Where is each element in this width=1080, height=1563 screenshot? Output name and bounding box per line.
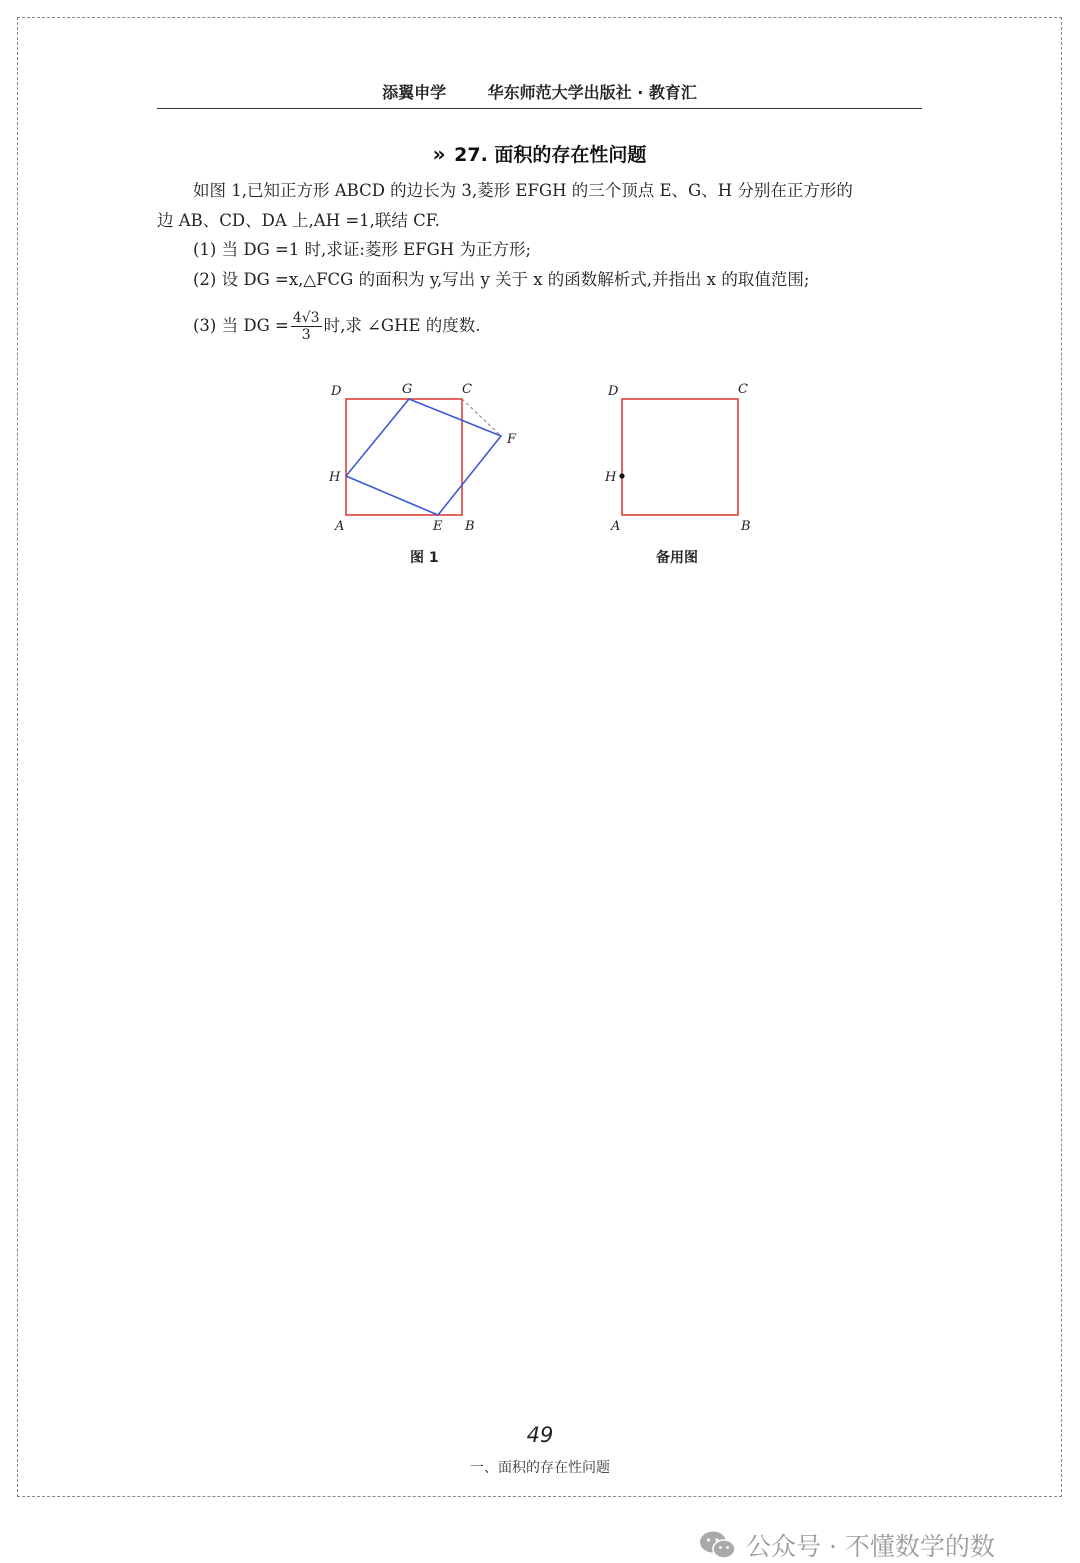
figure-2 bbox=[604, 382, 751, 534]
figures-svg bbox=[0, 0, 1080, 600]
label-a-backup: A bbox=[611, 519, 621, 534]
watermark-text: 公众号 · 不懂数学的数 bbox=[746, 1532, 995, 1561]
fraction-numerator: 4√3 bbox=[292, 310, 320, 326]
label-h-backup: H bbox=[605, 470, 617, 485]
label-a: A bbox=[335, 519, 345, 534]
square-abcd bbox=[346, 399, 462, 515]
label-c: C bbox=[462, 382, 472, 397]
fraction-denominator: 3 bbox=[301, 327, 311, 343]
header-publisher: 华东师范大学出版社 · 教育汇 bbox=[487, 83, 697, 102]
rhombus-efgh bbox=[346, 399, 501, 515]
label-d-backup: D bbox=[608, 384, 619, 399]
figure-1-caption: 图 1 bbox=[410, 550, 439, 566]
watermark bbox=[698, 1527, 995, 1563]
label-e: E bbox=[433, 519, 443, 534]
question-3-suffix: 时,求 ∠GHE 的度数. bbox=[323, 316, 481, 335]
label-h: H bbox=[329, 470, 341, 485]
page-number: 49 bbox=[526, 1423, 554, 1447]
chevron-marker-icon: » bbox=[432, 142, 446, 166]
label-b-backup: B bbox=[741, 519, 751, 534]
wechat-icon bbox=[698, 1529, 738, 1561]
question-2: (2) 设 DG =x,△FCG 的面积为 y,写出 y 关于 x 的函数解析式,并指出 x 的取值范围; bbox=[193, 270, 810, 289]
header-series: 添翼申学 bbox=[382, 83, 447, 102]
figure-1 bbox=[328, 382, 517, 534]
section-title-text: 27. 面积的存在性问题 bbox=[454, 144, 647, 166]
question-1: (1) 当 DG =1 时,求证:菱形 EFGH 为正方形; bbox=[193, 240, 532, 259]
problem-intro-line2: 边 AB、CD、DA 上,AH =1,联结 CF. bbox=[157, 211, 440, 230]
square-abcd-backup bbox=[622, 399, 738, 515]
running-footer: 一、面积的存在性问题 bbox=[470, 1460, 610, 1476]
label-d: D bbox=[331, 384, 342, 399]
problem-intro-line1: 如图 1,已知正方形 ABCD 的边长为 3,菱形 EFGH 的三个顶点 E、G、H 分别在正方形的 bbox=[193, 181, 853, 200]
label-c-backup: C bbox=[738, 382, 748, 397]
point-h bbox=[619, 473, 624, 478]
label-b: B bbox=[465, 519, 475, 534]
figure-2-caption: 备用图 bbox=[656, 550, 698, 566]
label-g: G bbox=[402, 382, 413, 397]
label-f: F bbox=[507, 432, 517, 447]
segment-cf bbox=[462, 399, 501, 436]
question-3-prefix: (3) 当 DG = bbox=[193, 316, 289, 335]
